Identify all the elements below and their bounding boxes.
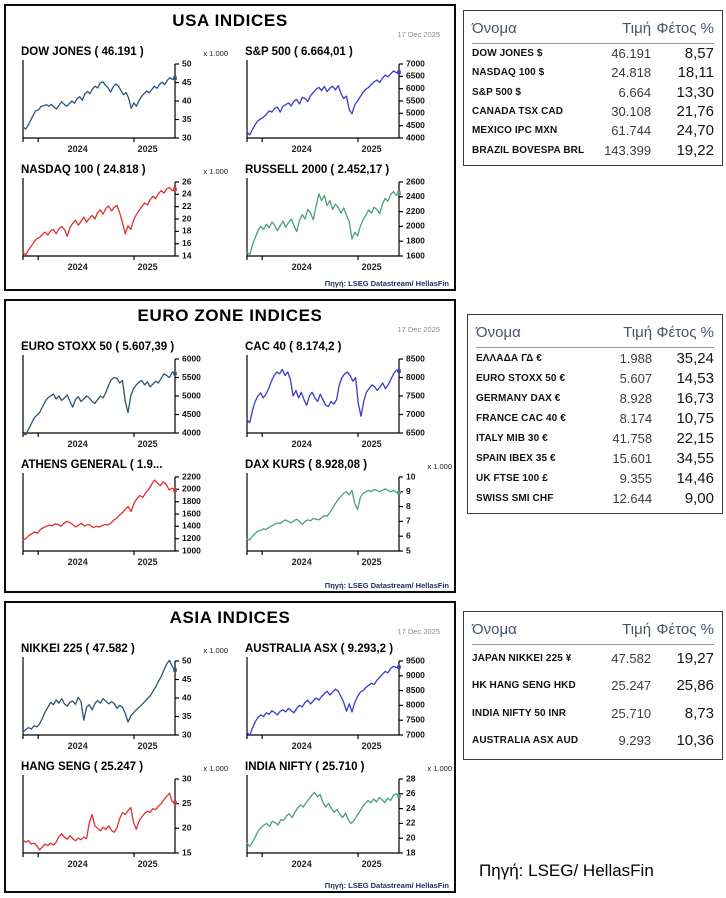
- y-tick-label: 2200: [182, 471, 201, 482]
- series-line: [23, 660, 175, 732]
- y-tick-label: 22: [406, 817, 416, 828]
- table-row: [476, 370, 714, 387]
- index-ytd-percent: 34,55: [676, 449, 714, 467]
- y-tick-label: 8000: [406, 699, 425, 710]
- last-point-marker: [397, 491, 401, 495]
- axis-unit-label: x 1.000: [203, 764, 228, 773]
- index-ytd-percent: 10,75: [676, 409, 714, 427]
- panel-source-note: Πηγή: LSEG Datastream/ HellasFin: [324, 881, 449, 890]
- y-tick-label: 2600: [406, 176, 425, 187]
- series-line: [247, 192, 399, 255]
- y-tick-label: 50: [182, 58, 192, 69]
- chart-title-row: [239, 457, 455, 471]
- index-value: 15.601: [612, 450, 653, 466]
- index-ytd-percent: 10,36: [676, 731, 714, 749]
- index-name: INDIA NIFTY 50 INR: [472, 707, 567, 719]
- y-tick-label: 22: [182, 200, 192, 211]
- mini-chart: [239, 339, 455, 457]
- y-tick-label: 1400: [182, 520, 201, 531]
- chart-plot: [239, 353, 455, 455]
- y-tick-label: 35: [182, 113, 192, 124]
- y-tick-label: 9500: [406, 655, 425, 666]
- y-tick-label: 24: [406, 802, 416, 813]
- index-name: FRANCE CAC 40 €: [476, 412, 566, 424]
- panel-usa-indices: [4, 4, 456, 291]
- index-name: AUSTRALIA ASX AUD: [472, 734, 579, 746]
- last-point-marker: [397, 71, 401, 75]
- chart-title: DOW JONES ( 46.191 ): [21, 46, 144, 58]
- index-value: 8.928: [619, 390, 653, 406]
- y-tick-label: 10: [406, 471, 416, 482]
- chart-grid-asia: [15, 641, 455, 877]
- chart-title-row: [15, 339, 231, 353]
- y-tick-label: 4500: [406, 119, 425, 130]
- last-point-marker: [397, 369, 401, 373]
- last-point-marker: [173, 188, 177, 192]
- y-tick-label: 45: [182, 673, 192, 684]
- y-tick-label: 1000: [182, 545, 201, 556]
- series-line: [247, 489, 399, 540]
- index-name: SPAIN IBEX 35 €: [476, 452, 556, 464]
- chart-title-row: [15, 641, 231, 655]
- y-tick-label: 4500: [182, 408, 201, 419]
- index-value: 41.758: [612, 430, 653, 446]
- series-line: [247, 71, 399, 135]
- mini-chart: [15, 339, 231, 457]
- panel-source-note: Πηγή: LSEG Datastream/ HellasFin: [324, 279, 449, 288]
- mini-chart: [15, 44, 231, 162]
- table-header-row: [472, 13, 714, 44]
- x-tick-label: 2024: [291, 439, 312, 449]
- index-name: JAPAN NIKKEI 225 ¥: [472, 653, 572, 665]
- index-ytd-percent: 13,30: [676, 83, 714, 101]
- y-tick-label: 8000: [406, 371, 425, 382]
- mini-chart: [239, 759, 455, 877]
- index-ytd-percent: 8,73: [684, 704, 714, 722]
- table-row: [472, 122, 714, 139]
- panel-title-euro-zone: EURO ZONE INDICES: [137, 306, 323, 325]
- chart-title: DAX KURS ( 8.928,08 ): [245, 459, 368, 471]
- chart-title-row: [15, 44, 231, 58]
- y-tick-label: 1200: [182, 532, 201, 543]
- table-row: [476, 390, 714, 407]
- chart-plot: [239, 773, 455, 875]
- chart-title-row: [239, 339, 455, 353]
- x-tick-label: 2025: [361, 741, 382, 751]
- mini-chart: [15, 162, 231, 280]
- index-ytd-percent: 35,24: [676, 349, 714, 367]
- index-ytd-percent: 25,86: [676, 677, 714, 695]
- series-line: [23, 793, 175, 850]
- y-tick-label: 2000: [406, 220, 425, 231]
- table-header-row: [472, 614, 714, 645]
- y-tick-label: 40: [182, 95, 192, 106]
- y-tick-label: 26: [182, 176, 192, 187]
- header-name: Όνομα: [472, 620, 517, 638]
- index-name: EURO STOXX 50 €: [476, 372, 566, 384]
- index-ytd-percent: 16,73: [676, 389, 714, 407]
- table-row: [472, 103, 714, 120]
- y-tick-label: 7000: [406, 58, 425, 69]
- chart-title: NASDAQ 100 ( 24.818 ): [21, 164, 146, 176]
- chart-plot: [239, 471, 455, 573]
- index-value: 143.399: [604, 142, 652, 158]
- y-tick-label: 24: [182, 188, 192, 199]
- y-tick-label: 6500: [406, 427, 425, 438]
- x-tick-label: 2025: [361, 439, 382, 449]
- axis-unit-label: x 1.000: [203, 167, 228, 176]
- index-value: 1.988: [619, 350, 653, 366]
- index-name: SWISS SMI CHF: [476, 492, 554, 504]
- x-tick-label: 2025: [137, 859, 158, 869]
- index-value: 46.191: [611, 46, 652, 62]
- chart-title-row: [239, 641, 455, 655]
- last-point-marker: [173, 372, 177, 376]
- y-tick-label: 7: [406, 515, 411, 526]
- index-name: GERMANY DAX €: [476, 392, 561, 404]
- axis-unit-label: x 1.000: [203, 646, 228, 655]
- y-tick-label: 18: [406, 847, 416, 858]
- last-point-marker: [173, 488, 177, 492]
- chart-plot: [239, 58, 455, 160]
- chart-plot: [15, 176, 231, 278]
- table-row: [476, 430, 714, 447]
- chart-grid-usa: [15, 44, 455, 280]
- x-tick-label: 2025: [137, 557, 158, 567]
- series-line: [247, 792, 399, 846]
- table-body: [472, 645, 714, 754]
- last-point-marker: [397, 794, 401, 798]
- x-tick-label: 2024: [291, 262, 312, 272]
- table-row: [476, 450, 714, 467]
- index-value: 47.582: [611, 651, 652, 667]
- x-tick-label: 2025: [137, 144, 158, 154]
- y-tick-label: 18: [182, 225, 192, 236]
- index-ytd-percent: 24,70: [676, 122, 714, 140]
- y-tick-label: 9: [406, 486, 411, 497]
- header-ytd: Φέτος %: [656, 19, 714, 37]
- index-ytd-percent: 22,15: [676, 429, 714, 447]
- table-row: [472, 705, 714, 722]
- mini-chart: [15, 457, 231, 575]
- x-tick-label: 2025: [137, 741, 158, 751]
- panel-title-asia: ASIA INDICES: [169, 608, 291, 627]
- table-row: [472, 64, 714, 81]
- source-note: Πηγή: LSEG/ HellasFin: [479, 861, 654, 880]
- y-tick-label: 5000: [182, 390, 201, 401]
- chart-plot: [15, 471, 231, 573]
- panel-date: 17 Dec 2025: [397, 627, 440, 636]
- y-tick-label: 2000: [182, 483, 201, 494]
- y-tick-label: 28: [406, 773, 416, 784]
- y-tick-label: 2400: [406, 191, 425, 202]
- last-point-marker: [173, 76, 177, 80]
- index-ytd-percent: 8,57: [684, 45, 714, 63]
- index-value: 9.355: [619, 470, 653, 486]
- index-name: MEXICO IPC MXN: [472, 125, 558, 137]
- series-line: [23, 372, 175, 435]
- index-value: 25.247: [611, 678, 652, 694]
- x-tick-label: 2025: [361, 144, 382, 154]
- index-name: UK FTSE 100 £: [476, 472, 548, 484]
- index-value: 5.607: [619, 370, 653, 386]
- x-tick-label: 2024: [67, 262, 88, 272]
- table-row: [472, 142, 714, 159]
- chart-title: CAC 40 ( 8.174,2 ): [245, 341, 342, 353]
- table-row: [472, 650, 714, 667]
- chart-title: RUSSELL 2000 ( 2.452,17 ): [245, 164, 390, 176]
- chart-plot: [15, 655, 231, 757]
- chart-title-row: [239, 759, 455, 773]
- x-tick-label: 2024: [67, 439, 88, 449]
- y-tick-label: 7500: [406, 714, 425, 725]
- x-tick-label: 2025: [361, 557, 382, 567]
- table-row: [476, 350, 714, 367]
- header-name: Όνομα: [472, 19, 517, 37]
- table-row: [472, 84, 714, 101]
- y-tick-label: 4000: [406, 132, 425, 143]
- index-ytd-percent: 18,11: [677, 64, 714, 82]
- mini-chart: [239, 162, 455, 280]
- chart-title-row: [239, 44, 455, 58]
- chart-title-row: [15, 759, 231, 773]
- series-line: [23, 78, 175, 129]
- x-tick-label: 2025: [361, 859, 382, 869]
- chart-title-row: [15, 162, 231, 176]
- x-tick-label: 2024: [67, 144, 88, 154]
- index-name: CANADA TSX CAD: [472, 106, 564, 118]
- index-name: ΕΛΛΑΔΑ ΓΔ €: [476, 352, 542, 364]
- y-tick-label: 4000: [182, 427, 201, 438]
- y-tick-label: 30: [182, 729, 192, 740]
- mini-chart: [15, 641, 231, 759]
- index-value: 30.108: [611, 104, 652, 120]
- table-usa-indices: [463, 10, 723, 166]
- chart-title: AUSTRALIA ASX ( 9.293,2 ): [245, 643, 394, 655]
- y-tick-label: 40: [182, 692, 192, 703]
- table-row: [476, 410, 714, 427]
- panel-asia-indices: [4, 601, 456, 893]
- y-tick-label: 1600: [182, 508, 201, 519]
- y-tick-label: 5000: [406, 107, 425, 118]
- index-value: 8.174: [619, 410, 653, 426]
- index-ytd-percent: 9,00: [684, 489, 714, 507]
- axis-unit-label: x 1.000: [427, 764, 452, 773]
- x-tick-label: 2024: [291, 859, 312, 869]
- table-asia-indices: [463, 611, 723, 760]
- header-ytd: Φέτος %: [656, 323, 714, 341]
- chart-plot: [239, 655, 455, 757]
- index-ytd-percent: 19,22: [676, 141, 714, 159]
- index-value: 61.744: [611, 123, 652, 139]
- y-tick-label: 5500: [182, 371, 201, 382]
- chart-title: INDIA NIFTY ( 25.710 ): [245, 761, 365, 773]
- axis-unit-label: x 1.000: [203, 49, 228, 58]
- chart-title: NIKKEI 225 ( 47.582 ): [21, 643, 135, 655]
- y-tick-label: 20: [182, 822, 192, 833]
- last-point-marker: [397, 665, 401, 669]
- last-point-marker: [173, 801, 177, 805]
- x-tick-label: 2024: [67, 859, 88, 869]
- x-tick-label: 2024: [67, 741, 88, 751]
- header-ytd: Φέτος %: [656, 620, 714, 638]
- chart-title-row: [239, 162, 455, 176]
- table-body: [472, 44, 714, 160]
- header-name: Όνομα: [476, 323, 521, 341]
- index-value: 12.644: [612, 490, 653, 506]
- y-tick-label: 26: [406, 788, 416, 799]
- y-tick-label: 16: [182, 237, 192, 248]
- x-tick-label: 2024: [291, 741, 312, 751]
- mini-chart: [239, 457, 455, 575]
- y-tick-label: 6000: [406, 82, 425, 93]
- chart-title: HANG SENG ( 25.247 ): [21, 761, 144, 773]
- y-tick-label: 7500: [406, 390, 425, 401]
- series-line: [23, 480, 175, 540]
- index-value: 6.664: [618, 84, 652, 100]
- series-line: [23, 188, 175, 255]
- index-name: DOW JONES $: [472, 48, 543, 60]
- header-value: Τιμή: [622, 19, 652, 37]
- y-tick-label: 20: [406, 832, 416, 843]
- chart-title: ATHENS GENERAL ( 1.9...: [21, 459, 163, 471]
- x-tick-label: 2024: [67, 557, 88, 567]
- index-value: 9.293: [618, 732, 652, 748]
- chart-plot: [15, 353, 231, 455]
- y-tick-label: 6500: [406, 70, 425, 81]
- header-value: Τιμή: [622, 620, 652, 638]
- y-tick-label: 45: [182, 76, 192, 87]
- y-tick-label: 7000: [406, 729, 425, 740]
- table-header-row: [476, 317, 714, 348]
- x-tick-label: 2025: [137, 262, 158, 272]
- index-ytd-percent: 21,76: [676, 103, 714, 121]
- y-tick-label: 5: [406, 545, 411, 556]
- chart-grid-euro-zone: [15, 339, 455, 575]
- index-ytd-percent: 14,46: [676, 469, 714, 487]
- y-tick-label: 30: [182, 132, 192, 143]
- table-row: [472, 677, 714, 694]
- series-line: [247, 666, 399, 735]
- axis-unit-label: x 1.000: [427, 462, 452, 471]
- panel-date: 17 Dec 2025: [397, 30, 440, 39]
- panel-date: 17 Dec 2025: [397, 325, 440, 334]
- y-tick-label: 8500: [406, 684, 425, 695]
- header-value: Τιμή: [623, 323, 653, 341]
- mini-chart: [239, 641, 455, 759]
- chart-title-row: [15, 457, 231, 471]
- x-tick-label: 2024: [291, 144, 312, 154]
- y-tick-label: 15: [182, 847, 192, 858]
- panel-title-usa: USA INDICES: [172, 11, 288, 30]
- chart-title: EURO STOXX 50 ( 5.607,39 ): [21, 341, 175, 353]
- table-euro-zone-indices: [467, 314, 723, 514]
- index-ytd-percent: 14,53: [676, 369, 714, 387]
- last-point-marker: [397, 191, 401, 195]
- y-tick-label: 50: [182, 655, 192, 666]
- series-line: [247, 369, 399, 422]
- index-name: S&P 500 $: [472, 86, 522, 98]
- chart-plot: [239, 176, 455, 278]
- y-tick-label: 8500: [406, 353, 425, 364]
- index-name: BRAZIL BOVESPA BRL: [472, 144, 585, 156]
- table-body: [476, 348, 714, 508]
- index-name: NASDAQ 100 $: [472, 67, 545, 79]
- y-tick-label: 7000: [406, 408, 425, 419]
- y-tick-label: 6000: [182, 353, 201, 364]
- y-tick-label: 14: [182, 250, 192, 261]
- y-tick-label: 25: [182, 797, 192, 808]
- chart-plot: [15, 58, 231, 160]
- y-tick-label: 30: [182, 773, 192, 784]
- y-tick-label: 2200: [406, 205, 425, 216]
- panel-source-note: Πηγή: LSEG Datastream/ HellasFin: [324, 581, 449, 590]
- chart-plot: [15, 773, 231, 875]
- y-tick-label: 5500: [406, 95, 425, 106]
- x-tick-label: 2025: [361, 262, 382, 272]
- y-tick-label: 6: [406, 530, 411, 541]
- last-point-marker: [173, 668, 177, 672]
- y-tick-label: 1800: [182, 495, 201, 506]
- index-name: ITALY MIB 30 €: [476, 432, 548, 444]
- index-name: HK HANG SENG HKD: [472, 680, 576, 692]
- y-tick-label: 1600: [406, 250, 425, 261]
- y-tick-label: 1800: [406, 235, 425, 246]
- index-value: 24.818: [611, 65, 652, 81]
- mini-chart: [15, 759, 231, 877]
- x-tick-label: 2025: [137, 439, 158, 449]
- table-row: [472, 45, 714, 62]
- y-tick-label: 35: [182, 710, 192, 721]
- panel-euro-zone-indices: [4, 299, 456, 593]
- index-ytd-percent: 19,27: [676, 650, 714, 668]
- y-tick-label: 8: [406, 500, 411, 511]
- y-tick-label: 20: [182, 213, 192, 224]
- table-row: [472, 732, 714, 749]
- table-row: [476, 490, 714, 507]
- table-row: [476, 470, 714, 487]
- index-value: 25.710: [611, 705, 652, 721]
- x-tick-label: 2024: [291, 557, 312, 567]
- y-tick-label: 9000: [406, 670, 425, 681]
- mini-chart: [239, 44, 455, 162]
- chart-title: S&P 500 ( 6.664,01 ): [245, 46, 353, 58]
